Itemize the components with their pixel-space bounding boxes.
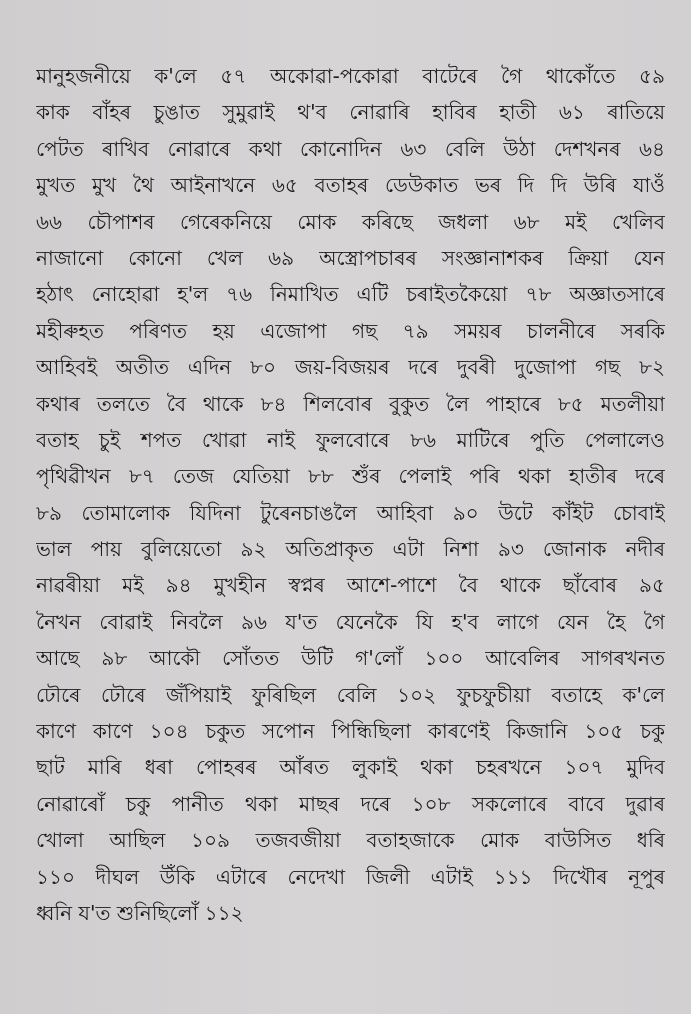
text-line: ভাল পায় বুলিয়েতো ৯২ অতিপ্ৰাকৃত এটা নিশা ৯৩ জোনাক নদীৰ [36,537,665,562]
text-line: ১১০ দীঘল উঁকি এটাৰে নেদেখা জিলী এটাই ১১১ দিখৌৰ নূপুৰ [36,864,665,889]
text-line: কথাৰ তলতে বৈ থাকে ৮৪ শিলবোৰ বুকুত লৈ পাহাৰে ৮৫ মতলীয়া [36,391,665,416]
text-line: মুখত মুখ থৈ আইনাখনে ৬৫ বতাহৰ ডেউকাত ভৰ দি দি উৰি যাওঁ [36,173,665,198]
text-line: মহীৰুহত পৰিণত হয় এজোপা গছ ৭৯ সময়ৰ চালনীৰে সৰকি [36,318,665,343]
text-line: পৃথিৱীখন ৮৭ তেজ যেতিয়া ৮৮ শুঁৰ পেলাই পৰি থকা হাতীৰ দৰে [36,464,665,489]
text-line: পেটত ৰাখিব নোৱাৰে কথা কোনোদিন ৬৩ বেলি উঠা দেশখনৰ ৬৪ [36,136,665,161]
text-line: ৮৯ তোমালোক যিদিনা টুৰেনচাঙলৈ আহিবা ৯০ উটে কাঁইট চোবাই [36,500,665,525]
poem-text-block [36,58,665,931]
text-line: আহিবই অতীত এদিন ৮০ জয়-বিজয়ৰ দৰে দুবৰী দুজোপা গছ ৮২ [36,355,665,380]
text-line: ৬৬ চৌপাশৰ গেৰেকনিয়ে মোক কৰিছে জধলা ৬৮ মই খেলিব [36,209,665,234]
text-line: মানুহজনীয়ে ক'লে ৫৭ অকোৱা-পকোৱা বাটেৰে গৈ থাকোঁতে ৫৯ [36,64,665,88]
text-line: নোৱাৰোঁ চকু পানীত থকা মাছৰ দৰে ১০৮ সকলোৰে বাবে দুৱাৰ [36,791,665,816]
text-line: নৈখন বোৱাই নিবলৈ ৯৬ য'ত যেনেকৈ যি হ'ব লাগে যেন হৈ গৈ [36,609,665,634]
text-line: খোলা আছিল ১০৯ তজবজীয়া বতাহজাকে মোক বাউসিত ধৰি [36,828,665,853]
text-line: আছে ৯৮ আকৌ সোঁতত উটি গ'লোঁ ১০০ আবেলিৰ সাগৰখনত [36,646,665,671]
text-line: বতাহ চুই শপত খোৱা নাই ফুলবোৰে ৮৬ মাটিৰে পুতি পেলালেও [36,427,665,452]
text-line: হঠাৎ নোহোৱা হ'ল ৭৬ নিমাখিত এটি চৰাইতকৈয়ো ৭৮ অজ্ঞাতসাৰে [36,282,665,307]
text-line: কাক বাঁহৰ চুঙাত সুমুৱাই থ'ব নোৱাৰি হাবিৰ হাতী ৬১ ৰাতিয়ে [36,100,665,125]
text-line: ছাট মাৰি ধৰা পোহৰৰ আঁৰত লুকাই থকা চহৰখনে ১০৭ মুদিব [36,755,665,780]
text-line: নাজানো কোনো খেল ৬৯ অস্ত্ৰোপচাৰৰ সংজ্ঞানাশকৰ ক্ৰিয়া যেন [36,245,665,270]
text-line: নাৱৰীয়া মই ৯৪ মুখহীন স্বপ্নৰ আশে-পাশে বৈ থাকে ছাঁবোৰ ৯৫ [36,573,665,598]
text-line: কাণে কাণে ১০৪ চকুত সপোন পিন্ধিছিলা কাৰণেই কিজানি ১০৫ চকু [36,719,665,744]
text-line-last: ধ্বনি য'ত শুনিছিলোঁ ১১২ [36,900,244,925]
text-line: ঢৌৰে ঢৌৰে জঁপিয়াই ফুৰিছিল বেলি ১০২ ফুচফুচীয়া বতাহে ক'লে [36,682,665,707]
